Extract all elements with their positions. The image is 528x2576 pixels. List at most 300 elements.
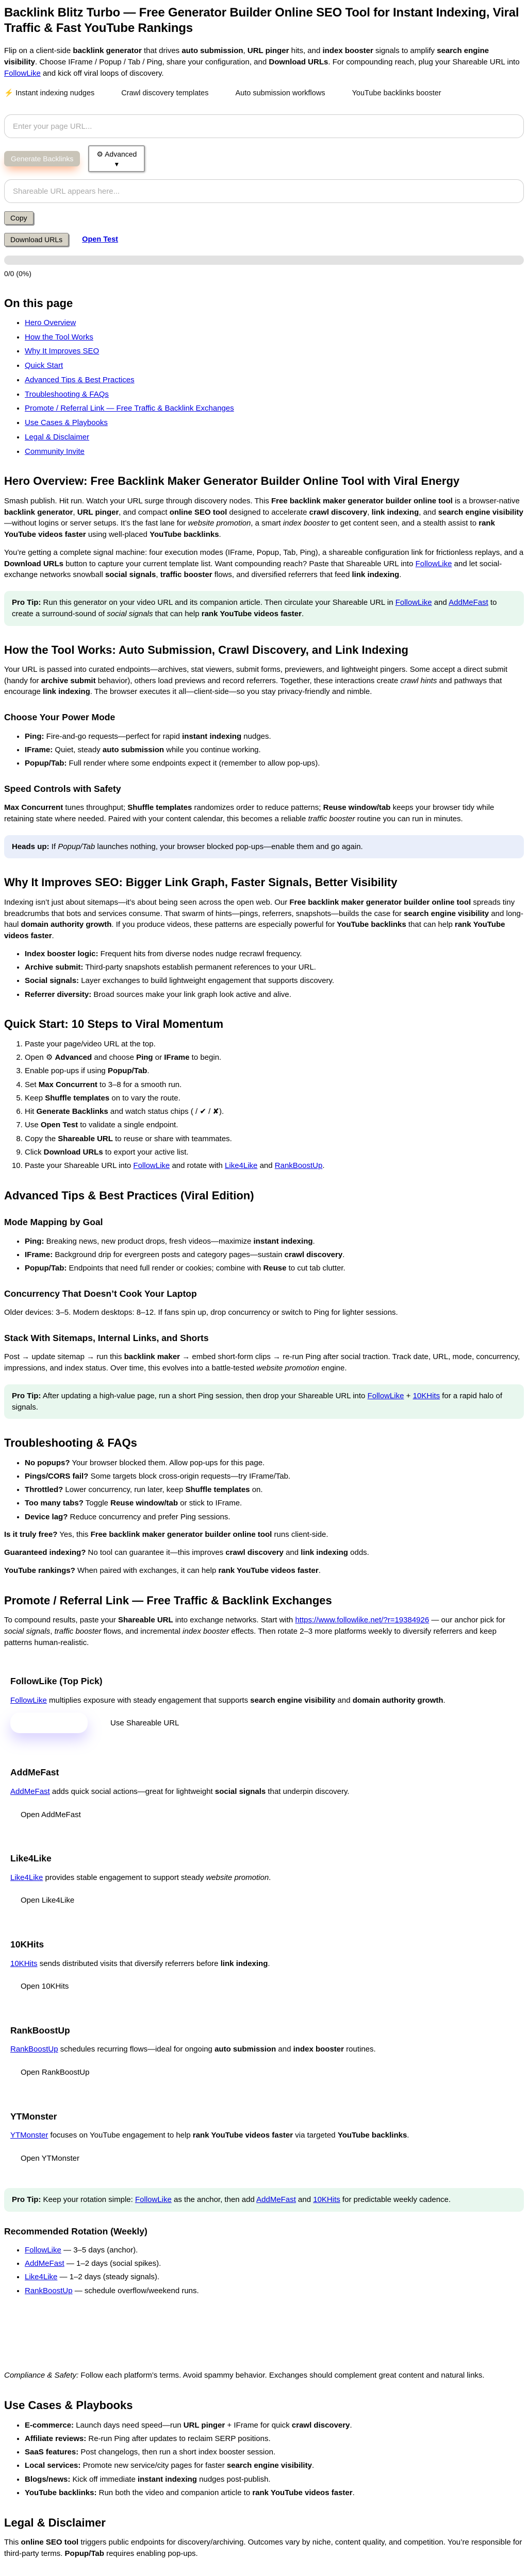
text-run: search engine visibility	[438, 507, 523, 517]
card-addmefast	[4, 1758, 524, 1825]
card-title: RankBoostUp	[10, 2025, 70, 2036]
how-paragraph	[4, 664, 524, 698]
card-description	[10, 2130, 518, 2141]
text-run: index booster	[322, 46, 373, 55]
card-rankboostup	[4, 2016, 524, 2083]
text-run: SaaS features:	[25, 2448, 79, 2457]
text-run: Popup/Tab	[58, 842, 95, 851]
list-item	[25, 2433, 524, 2445]
text-run: auto submission	[102, 745, 164, 754]
text-run: crawl discovery	[225, 1548, 284, 1557]
text-run: crawl hints	[400, 676, 437, 685]
promote-heading: Promote / Referral Link — Free Traffic & Backlink Exchanges	[4, 1594, 332, 1607]
list-item	[25, 1484, 524, 1496]
text-run: Run this generator on your video URL and its companion article. Then circulate your Shareable URL in	[41, 598, 395, 607]
text-run: Re-run Ping after updates to reclaim SERP positions.	[86, 2434, 271, 2443]
text-run: Reuse	[263, 1264, 287, 1273]
text-run: social signals	[214, 1787, 266, 1796]
list-item	[25, 1263, 524, 1274]
text-run: to create a surround-sound of	[12, 598, 497, 618]
inline-link[interactable]: Use Cases & Playbooks	[25, 418, 108, 428]
text-run: Yes, this	[57, 1530, 91, 1539]
text-run: Layer exchanges to build lightweight engagement that supports discovery.	[79, 976, 335, 986]
text-run: archive submit	[41, 676, 96, 685]
list-item	[25, 1471, 524, 1482]
inline-link[interactable]: FollowLike	[395, 598, 432, 607]
text-run: IFrame:	[25, 1250, 53, 1259]
text-run: that underpin discovery.	[266, 1787, 350, 1796]
use-cases-heading: Use Cases & Playbooks	[4, 2399, 133, 2412]
text-run: to reuse or share with teammates.	[112, 1134, 232, 1143]
text-run: traffic booster	[308, 814, 355, 823]
list-item	[25, 1065, 524, 1077]
inline-link[interactable]: Like4Like	[225, 1161, 258, 1171]
list-item	[25, 317, 524, 329]
legal-heading: Legal & Disclaimer	[4, 2516, 106, 2529]
rotation-list	[4, 2245, 524, 2297]
section-quick-start	[4, 1018, 524, 1171]
concurrency-heading: Concurrency That Doesn’t Cook Your Laptop	[4, 1288, 197, 1299]
text-run: URL pinger	[183, 2420, 225, 2430]
text-run: — 1–2 days (steady signals).	[57, 2273, 159, 2282]
text-run: .	[268, 1959, 270, 1968]
text-run: auto submission	[214, 2045, 276, 2054]
text-run: Broad sources make your link graph look active and alive.	[91, 990, 291, 999]
card-title: AddMeFast	[10, 1767, 59, 1778]
download-urls-button[interactable]: Download URLs	[4, 233, 69, 246]
text-run: . For compounding reach, plug your Shareable URL into	[328, 57, 520, 66]
text-run: launches nothing, your browser blocked pop-ups—enable them and go again.	[95, 842, 363, 851]
text-run: , and compact	[119, 507, 170, 517]
power-mode-list	[4, 731, 524, 769]
quick-start-heading: Quick Start: 10 Steps to Viral Momentum	[4, 1018, 224, 1031]
inline-link[interactable]: Like4Like	[10, 1873, 43, 1882]
text-run: Pro Tip:	[12, 598, 41, 607]
text-run: Too many tabs?	[25, 1499, 84, 1508]
list-item	[25, 2258, 524, 2269]
text-run: Kick off immediate	[70, 2475, 138, 2484]
list-item	[25, 1093, 524, 1104]
text-run: multiplies exposure with steady engagement that supports	[46, 1696, 251, 1705]
text-run: YouTube rankings?	[4, 1566, 75, 1575]
text-run: Reduce concurrency and prefer Ping sessions.	[68, 1512, 230, 1521]
hero-paragraph-2	[4, 547, 524, 581]
text-run: Smash publish. Hit run. Watch your URL surge through discovery nodes. This	[4, 496, 272, 505]
inline-link[interactable]: AddMeFast	[25, 2259, 64, 2268]
text-run: , and	[419, 507, 438, 517]
text-run: and rotate with	[170, 1161, 225, 1171]
text-run: YouTube backlinks	[337, 2131, 407, 2140]
list-item	[25, 1249, 524, 1261]
mode-mapping-heading: Mode Mapping by Goal	[4, 1217, 103, 1228]
inline-link[interactable]: How the Tool Works	[25, 332, 93, 342]
text-run: spreads tiny breadcrumbs that bots and services consume. That swarm of hints—pings, referrers, snapshots—builds the case for	[4, 897, 515, 918]
inline-link[interactable]: Legal & Disclaimer	[25, 432, 90, 442]
card-title: 10KHits	[10, 1939, 44, 1950]
open-ytmonster-link[interactable]: Open YTMonster	[21, 2154, 79, 2163]
text-run: .	[322, 1161, 325, 1171]
text-run: Fire-and-go requests—perfect for rapid	[44, 732, 183, 741]
inline-link[interactable]: 10KHits	[412, 1391, 440, 1400]
list-item	[25, 1133, 524, 1145]
text-run: crawl discovery	[309, 507, 368, 517]
text-run: is a browser-native	[452, 496, 520, 505]
why-heading: Why It Improves SEO: Bigger Link Graph, Faster Signals, Better Visibility	[4, 876, 398, 889]
text-run: engine.	[319, 1364, 347, 1373]
text-run: sends distributed visits that diversify referrers before	[37, 1959, 221, 1968]
text-run: . If you produce videos, these patterns are especially powerful for	[111, 920, 337, 929]
text-run: — schedule overflow/weekend runs.	[72, 2286, 199, 2295]
generate-backlinks-button[interactable]: Generate Backlinks	[4, 151, 80, 166]
list-item	[25, 2285, 524, 2297]
inline-link[interactable]: AddMeFast	[256, 2195, 296, 2204]
rotation-heading: Recommended Rotation (Weekly)	[4, 2226, 147, 2236]
inline-link[interactable]: FollowLike	[25, 2245, 61, 2255]
chip-auto-submission: Auto submission workflows	[235, 89, 325, 98]
list-item	[25, 1512, 524, 1523]
list-item	[25, 962, 524, 973]
inline-link[interactable]: FollowLike	[135, 2195, 172, 2204]
faq-youtube	[4, 1565, 524, 1577]
list-item	[25, 1039, 524, 1050]
text-run: hits, and	[289, 46, 323, 55]
card-like4like	[4, 1844, 524, 1911]
text-run: +	[404, 1391, 413, 1400]
generator-tool-panel	[4, 114, 524, 279]
card-description	[10, 1958, 518, 1970]
text-run: Shuffle templates	[127, 803, 192, 812]
text-run: social signals	[4, 1626, 51, 1636]
section-advanced-tips	[4, 1189, 524, 1419]
shareable-url-output[interactable]	[4, 179, 524, 203]
text-run: rank YouTube videos faster	[201, 609, 302, 618]
inline-link[interactable]: FollowLike	[367, 1391, 404, 1400]
text-run: Guaranteed indexing?	[4, 1548, 86, 1557]
text-run: and	[257, 1161, 275, 1171]
hero-heading: Hero Overview: Free Backlink Maker Generator Builder Online Tool with Viral Energy	[4, 474, 460, 488]
list-item	[25, 1106, 524, 1117]
text-run: link indexing	[43, 687, 90, 697]
text-run: Hit	[25, 1107, 37, 1116]
text-run: and	[432, 598, 449, 607]
inline-link[interactable]: Troubleshooting & FAQs	[25, 389, 109, 399]
faq-guaranteed	[4, 1547, 524, 1558]
list-item	[25, 332, 524, 343]
text-run: index booster	[293, 2045, 344, 2054]
text-run: Click	[25, 1147, 44, 1157]
text-run: to export your active list.	[103, 1147, 189, 1157]
text-run: Your URL is passed into curated endpoints—archives, stat viewers, submit forms, previewers, and lightweight pingers. Some accept a direct submit (handy for	[4, 665, 508, 685]
feature-chips	[4, 88, 524, 99]
text-run: and kick off viral loops of discovery.	[40, 69, 164, 78]
chevron-down-icon: ▼	[113, 161, 120, 168]
list-item	[25, 1120, 524, 1131]
text-run: This	[4, 2537, 21, 2547]
text-run: Shuffle templates	[45, 1093, 110, 1103]
section-promote	[4, 1594, 524, 2382]
use-shareable-url-link[interactable]: Use Shareable URL	[110, 1718, 179, 1727]
download-row	[4, 233, 524, 246]
pro-tip-callout	[4, 2188, 524, 2212]
hero-paragraph-1	[4, 496, 524, 540]
text-run: to begin.	[189, 1053, 222, 1062]
list-item	[25, 346, 524, 357]
text-run: Open Test	[40, 1121, 78, 1130]
advanced-label: ⚙ Advanced	[96, 150, 137, 159]
text-run: E-commerce:	[25, 2420, 74, 2430]
inline-link[interactable]: RankBoostUp	[274, 1161, 323, 1171]
text-run: and choose	[92, 1053, 137, 1062]
text-run: .	[443, 1696, 446, 1705]
inline-link[interactable]: https://www.followlike.net/?r=19384926	[295, 1616, 430, 1625]
open-test-link[interactable]: Open Test	[82, 235, 118, 244]
text-run: → embed short-form clips → re-run Ping after social traction. Track date, URL, mode, concurrency, impressions, and index status. Over time, this evolves into a battle-tested	[4, 1352, 520, 1373]
list-item	[25, 2245, 524, 2256]
inline-link[interactable]: Advanced Tips & Best Practices	[25, 375, 135, 384]
inline-link[interactable]: Why It Improves SEO	[25, 347, 100, 356]
inline-link[interactable]: Promote / Referral Link — Free Traffic & Backlink Exchanges	[25, 404, 234, 413]
text-run: Is it truly free?	[4, 1530, 58, 1539]
text-run: or	[153, 1053, 164, 1062]
text-run: rank YouTube videos faster	[218, 1566, 319, 1575]
text-run: backlink generator	[4, 507, 73, 517]
text-run: Enable pop-ups if using	[25, 1066, 108, 1076]
section-troubleshooting	[4, 1436, 524, 1576]
empty-space	[4, 2303, 524, 2361]
text-run: Popup/Tab	[64, 2549, 104, 2558]
advanced-tips-heading: Advanced Tips & Best Practices (Viral Edition)	[4, 1189, 254, 1202]
text-run: search engine visibility	[4, 46, 489, 66]
section-use-cases	[4, 2399, 524, 2498]
inline-link[interactable]: 10KHits	[313, 2195, 340, 2204]
text-run: Flip on a client-side	[4, 46, 73, 55]
list-item	[25, 1052, 524, 1063]
card-title: YTMonster	[10, 2111, 57, 2122]
troubleshooting-heading: Troubleshooting & FAQs	[4, 1436, 137, 1450]
list-item	[25, 446, 524, 457]
inline-link[interactable]: RankBoostUp	[10, 2045, 58, 2054]
inline-link[interactable]: AddMeFast	[449, 598, 488, 607]
text-run: triggers public endpoints for discovery/archiving. Outcomes vary by niche, content quality, and competition. You’re responsible for third-party terms.	[4, 2537, 522, 2558]
text-run: Referrer diversity:	[25, 990, 92, 999]
text-run: into exchange networks. Start with	[173, 1616, 295, 1625]
text-run: Heads up:	[12, 842, 50, 851]
text-run: Free backlink maker generator builder online tool	[289, 897, 471, 907]
text-run: and	[335, 1696, 353, 1705]
text-run: IFrame	[164, 1053, 190, 1062]
inline-link[interactable]: RankBoostUp	[25, 2286, 73, 2295]
text-run: ,	[50, 1626, 55, 1636]
list-item	[25, 1236, 524, 1247]
text-run: ,	[243, 46, 248, 55]
pro-tip-callout	[4, 591, 524, 626]
text-run: domain authority growth	[21, 920, 112, 929]
compliance-note	[4, 2370, 524, 2381]
text-run: focuses on YouTube engagement to help	[48, 2131, 193, 2140]
text-run: Run both the video and companion article to	[96, 2488, 253, 2497]
text-run: + IFrame for quick	[225, 2420, 292, 2430]
intro-paragraph	[4, 45, 524, 79]
text-run: To compound results, paste your	[4, 1616, 118, 1625]
inline-link[interactable]: FollowLike	[133, 1161, 170, 1171]
inline-link[interactable]: FollowLike	[415, 559, 452, 568]
list-item	[25, 1458, 524, 1469]
text-run: as the anchor, then add	[171, 2195, 257, 2204]
inline-link[interactable]: 10KHits	[10, 1959, 38, 1968]
text-run: and long-haul	[4, 909, 523, 929]
text-run: requires enabling pop-ups.	[104, 2549, 198, 2558]
page-title: Backlink Blitz Turbo — Free Generator Builder Online SEO Tool for Instant Indexing, Viral Traffic & Fast YouTube Rankings	[4, 6, 519, 35]
text-run: Popup/Tab	[107, 1066, 147, 1076]
text-run: Blogs/news:	[25, 2475, 71, 2484]
inline-link[interactable]: FollowLike	[10, 1696, 47, 1705]
text-run: .	[407, 2131, 409, 2140]
open-10khits-link[interactable]: Open 10KHits	[21, 1982, 69, 1991]
inline-link[interactable]: FollowLike	[4, 69, 41, 78]
text-run: search engine visibility	[250, 1696, 336, 1705]
text-run: Paste your page/video URL at the top.	[25, 1039, 156, 1048]
troubleshooting-list	[4, 1458, 524, 1523]
text-run: Open ⚙	[25, 1053, 55, 1062]
text-run: Background drip for evergreen posts and category pages—sustain	[53, 1250, 285, 1259]
list-item	[25, 744, 524, 756]
text-run: social signals	[105, 570, 156, 580]
faq-free	[4, 1529, 524, 1540]
text-run: Follow each platform’s terms. Avoid spammy behavior. Exchanges should complement great content and natural links.	[78, 2371, 485, 2380]
text-run: and	[295, 2195, 314, 2204]
text-run: .	[312, 1236, 315, 1246]
open-addmefast-link[interactable]: Open AddMeFast	[21, 1810, 81, 1819]
text-run: instant indexing	[253, 1236, 313, 1246]
list-item	[25, 2460, 524, 2471]
list-item	[25, 1147, 524, 1158]
power-mode-heading: Choose Your Power Mode	[4, 712, 116, 723]
section-why-seo	[4, 876, 524, 1000]
text-run: IFrame:	[25, 745, 53, 754]
card-ytmonster	[4, 2102, 524, 2170]
inline-link[interactable]: AddMeFast	[10, 1787, 50, 1796]
inline-link[interactable]: Quick Start	[25, 361, 63, 370]
inline-link[interactable]: Community Invite	[25, 447, 85, 456]
text-run: rank YouTube videos faster	[4, 920, 505, 941]
text-run: YouTube backlinks:	[25, 2488, 97, 2497]
text-run: Pro Tip:	[12, 2195, 41, 2204]
list-item	[25, 975, 524, 987]
text-run: Some targets block cross-origin requests—try IFrame/Tab.	[88, 1471, 291, 1481]
text-run: search engine visibility	[226, 2461, 312, 2470]
text-run: crawl discovery	[284, 1250, 343, 1259]
text-run: using well-placed	[86, 530, 150, 539]
generate-row	[4, 144, 524, 173]
inline-link[interactable]: Like4Like	[25, 2273, 58, 2282]
text-run: .	[311, 2461, 315, 2470]
text-run: Older devices: 3–5. Modern desktops: 8–12. If fans spin up, drop concurrency or switch to Ping for lighter sessions.	[4, 1308, 398, 1317]
list-item	[25, 758, 524, 769]
text-run: Max Concurrent	[4, 803, 63, 812]
text-run: Toggle	[83, 1499, 111, 1508]
text-run: index booster	[283, 519, 329, 528]
toc-heading: On this page	[4, 296, 73, 310]
text-run: When paired with exchanges, it can help	[75, 1566, 219, 1575]
chip-label: Instant indexing nudges	[15, 89, 95, 98]
text-run: Social signals:	[25, 976, 79, 986]
text-run: Reuse window/tab	[110, 1499, 178, 1508]
text-run: . Choose IFrame / Popup / Tab / Ping, share your configuration, and	[35, 57, 269, 66]
text-run: website promotion	[256, 1364, 320, 1373]
text-run: online SEO tool	[21, 2537, 79, 2547]
text-run: Affiliate reviews:	[25, 2434, 87, 2443]
text-run: Download URLs	[43, 1147, 103, 1157]
chip-youtube-booster: YouTube backlinks booster	[352, 89, 441, 98]
text-run: Pings/CORS fail?	[25, 1471, 89, 1481]
text-run: or stick to IFrame.	[178, 1499, 242, 1508]
text-run: signals to amplify	[373, 46, 437, 55]
text-run: to validate a single endpoint.	[78, 1121, 178, 1130]
text-run: to cut tab clutter.	[286, 1264, 345, 1273]
text-run: backlink maker	[124, 1352, 180, 1362]
text-run: .	[352, 2488, 355, 2497]
text-run: Pro Tip:	[12, 1391, 41, 1400]
inline-link[interactable]: Hero Overview	[25, 318, 76, 327]
text-run: rank YouTube videos faster	[252, 2488, 353, 2497]
text-run: auto submission	[182, 46, 243, 55]
text-run: Ping:	[25, 1236, 44, 1246]
text-run: Compliance & Safety:	[4, 2371, 79, 2380]
open-like4like-link[interactable]: Open Like4Like	[21, 1896, 75, 1905]
text-run: designed to accelerate	[227, 507, 309, 517]
text-run: — our anchor pick for	[429, 1616, 505, 1625]
text-run: No popups?	[25, 1458, 70, 1467]
text-run: link indexing	[352, 570, 400, 580]
text-run: for a rapid halo of signals.	[12, 1391, 503, 1412]
copy-button[interactable]: Copy	[4, 211, 34, 225]
text-run: .	[269, 1873, 271, 1882]
open-rankboostup-link[interactable]: Open RankBoostUp	[21, 2068, 90, 2077]
text-run: tunes throughput;	[63, 803, 128, 812]
text-run: odds.	[348, 1548, 369, 1557]
speed-controls-heading: Speed Controls with Safety	[4, 783, 121, 794]
text-run: flows, and diversified referrers that feed	[212, 570, 352, 580]
inline-link[interactable]: YTMonster	[10, 2131, 48, 2140]
card-description	[10, 1872, 518, 1884]
card-title: Like4Like	[10, 1853, 52, 1864]
text-run: .	[342, 1250, 345, 1259]
text-run: .	[350, 2420, 352, 2430]
text-run: and	[283, 1548, 301, 1557]
text-run: Free backlink maker generator builder online tool	[90, 1530, 272, 1539]
text-run: Reuse window/tab	[323, 803, 391, 812]
list-item	[25, 2474, 524, 2485]
text-run: randomizes order to reduce patterns;	[192, 803, 323, 812]
text-run: Free backlink maker generator builder online tool	[271, 496, 453, 505]
join-followlike-button[interactable]	[10, 1713, 88, 1733]
advanced-options-button[interactable]	[88, 145, 145, 172]
list-item	[25, 2420, 524, 2431]
section-hero	[4, 474, 524, 625]
text-run: routines.	[343, 2045, 376, 2054]
concurrency-paragraph	[4, 1307, 524, 1318]
text-run: Promote new service/city pages for faster	[80, 2461, 227, 2470]
text-run: link indexing	[301, 1548, 348, 1557]
card-description	[10, 1786, 518, 1798]
list-item	[25, 948, 524, 960]
text-run: —without logins or server setups. It’s the fast lane for	[4, 519, 188, 528]
page-url-input[interactable]	[4, 114, 524, 138]
text-run: on.	[250, 1485, 263, 1495]
text-run: Popup/Tab:	[25, 1264, 67, 1273]
list-item	[25, 1160, 524, 1172]
text-run: Paste your Shareable URL into	[25, 1161, 134, 1171]
